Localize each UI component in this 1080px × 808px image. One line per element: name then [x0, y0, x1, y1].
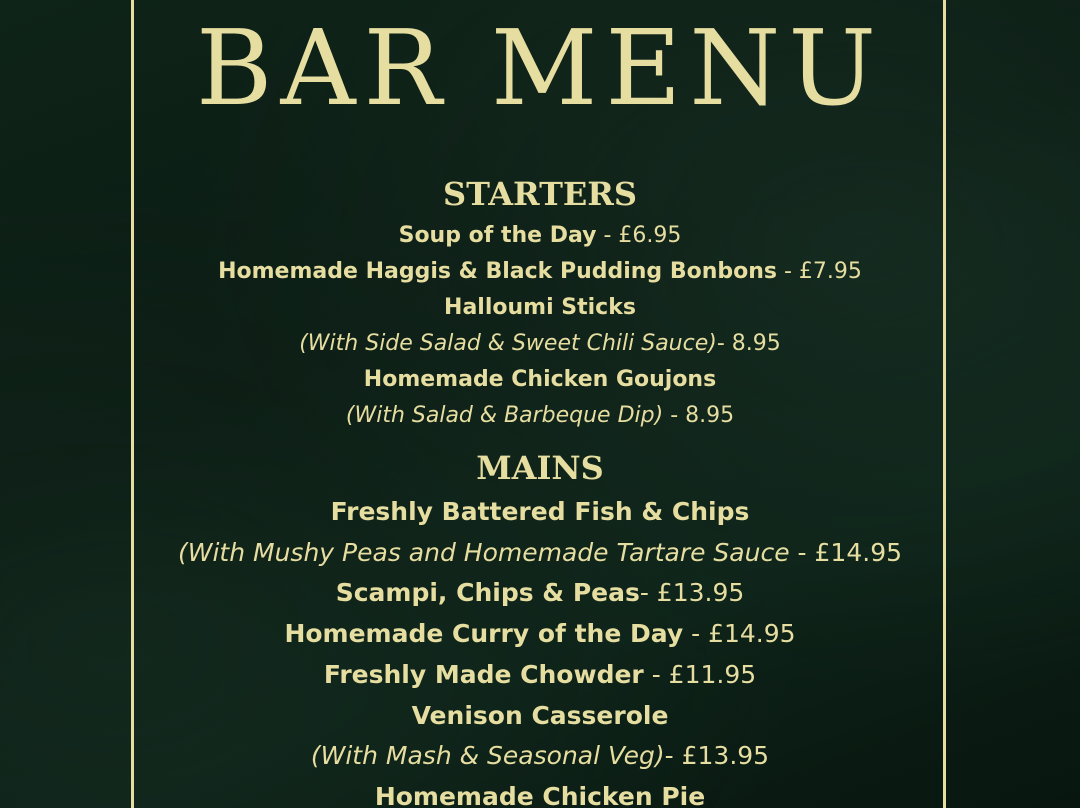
section-heading-mains: MAINS — [476, 449, 604, 487]
item-description: (With Salad & Barbeque Dip) — [345, 403, 664, 428]
item-name: Homemade Curry of the Day — [284, 619, 684, 649]
item-name: Homemade Chicken Pie — [374, 781, 706, 808]
menu-item-scampi — [0, 573, 1080, 614]
menu-item-fish — [0, 492, 1080, 533]
menu-title: BAR MENU — [196, 7, 884, 129]
item-price: - 8.95 — [716, 331, 781, 356]
item-description: (With Mash & Seasonal Veg) — [310, 741, 665, 771]
item-name: Venison Casserole — [411, 700, 669, 730]
menu-item-chicken-pie-partial — [0, 777, 1080, 808]
menu-item-goujons — [0, 362, 1080, 398]
menu-item-fish-detail — [0, 533, 1080, 574]
item-price: - £7.95 — [777, 259, 862, 284]
menu-item-goujons-detail — [0, 398, 1080, 434]
menu-item-curry — [0, 614, 1080, 655]
item-name: Homemade Haggis & Black Pudding Bonbons — [218, 259, 777, 284]
menu-item-halloumi-detail — [0, 326, 1080, 362]
item-name: Halloumi Sticks — [444, 295, 636, 320]
item-price: - £14.95 — [683, 619, 796, 649]
menu-item-chowder — [0, 655, 1080, 696]
menu-item-venison-detail — [0, 736, 1080, 777]
menu-item-haggis — [0, 254, 1080, 290]
menu-item-halloumi — [0, 290, 1080, 326]
item-name: Homemade Chicken Goujons — [363, 367, 717, 392]
starters-list — [0, 218, 1080, 434]
item-name: Soup of the Day — [398, 223, 597, 248]
mains-list — [0, 492, 1080, 808]
menu-item-soup — [0, 218, 1080, 254]
menu-content — [0, 170, 1080, 808]
item-name: Freshly Battered Fish & Chips — [330, 497, 750, 526]
item-price: - £14.95 — [789, 537, 902, 567]
section-heading-starters: STARTERS — [443, 175, 637, 213]
item-price: - £6.95 — [596, 223, 682, 248]
item-price: - £11.95 — [643, 659, 757, 689]
item-name: Scampi, Chips & Peas — [335, 578, 640, 608]
item-price: - £13.95 — [639, 578, 745, 608]
item-description: (With Mushy Peas and Homemade Tartare Sauce — [178, 537, 790, 567]
item-description: (With Side Salad & Sweet Chili Sauce) — [299, 331, 717, 356]
menu-item-venison — [0, 696, 1080, 737]
item-name: Freshly Made Chowder — [323, 659, 644, 689]
item-price: - £13.95 — [664, 741, 770, 771]
item-price: - 8.95 — [663, 403, 735, 428]
